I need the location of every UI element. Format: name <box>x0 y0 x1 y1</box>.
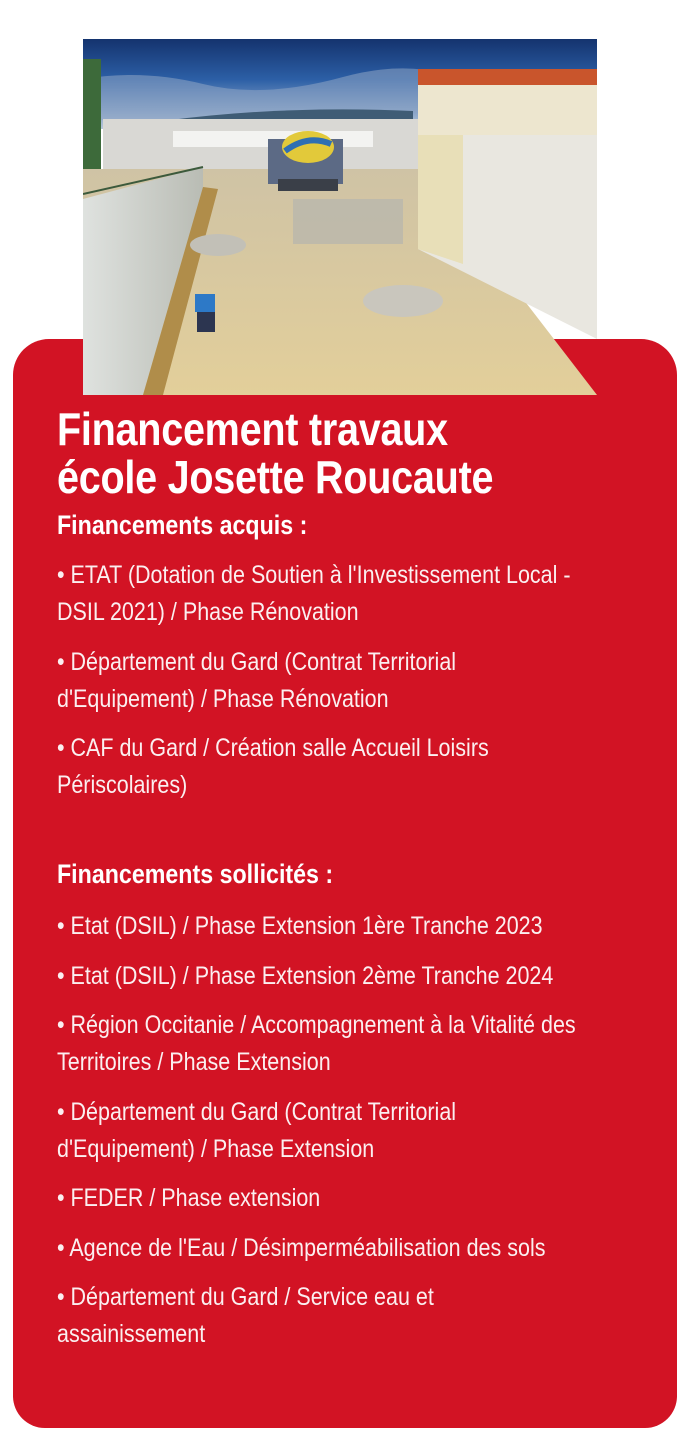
list-item: • Département du Gard / Service eau et assainissement <box>57 1283 434 1348</box>
construction-site-illustration <box>83 39 597 395</box>
acquired-funding-heading: Financements acquis : <box>57 510 308 540</box>
title-line-1: Financement travaux <box>57 403 448 455</box>
requested-funding-list <box>57 908 673 1353</box>
funding-content <box>57 405 673 1353</box>
list-item: • Département du Gard (Contrat Territorial d'Equipement) / Phase Extension <box>57 1097 457 1163</box>
list-item: • ETAT (Dotation de Soutien à l'Investissement Local - DSIL 2021) / Phase Rénovation <box>57 561 571 626</box>
cement-truck <box>268 131 343 191</box>
tree <box>83 59 101 169</box>
construction-site-photo <box>83 39 597 395</box>
list-item: • Etat (DSIL) / Phase Extension 2ème Tranche 2024 <box>57 961 554 990</box>
page-title <box>57 405 673 501</box>
concrete-slab-left <box>190 234 246 256</box>
list-item: • Agence de l'Eau / Désimperméabilisation des sols <box>57 1233 546 1262</box>
list-item: • FEDER / Phase extension <box>57 1184 321 1212</box>
requested-funding-heading: Financements sollicités : <box>57 859 334 889</box>
concrete-slab <box>363 285 443 317</box>
gravel-patch <box>293 199 403 244</box>
title-line-2: école Josette Roucaute <box>57 451 494 503</box>
list-item: • Région Occitanie / Accompagnement à la Vitalité des Territoires / Phase Extension <box>57 1011 576 1076</box>
list-item: • Etat (DSIL) / Phase Extension 1ère Tranche 2023 <box>57 912 543 940</box>
worker <box>195 294 215 332</box>
list-item: • CAF du Gard / Création salle Accueil Loisirs Périscolaires) <box>57 734 489 799</box>
list-item: • Département du Gard (Contrat Territorial d'Equipement) / Phase Rénovation <box>57 647 457 713</box>
acquired-funding-list <box>57 557 673 804</box>
